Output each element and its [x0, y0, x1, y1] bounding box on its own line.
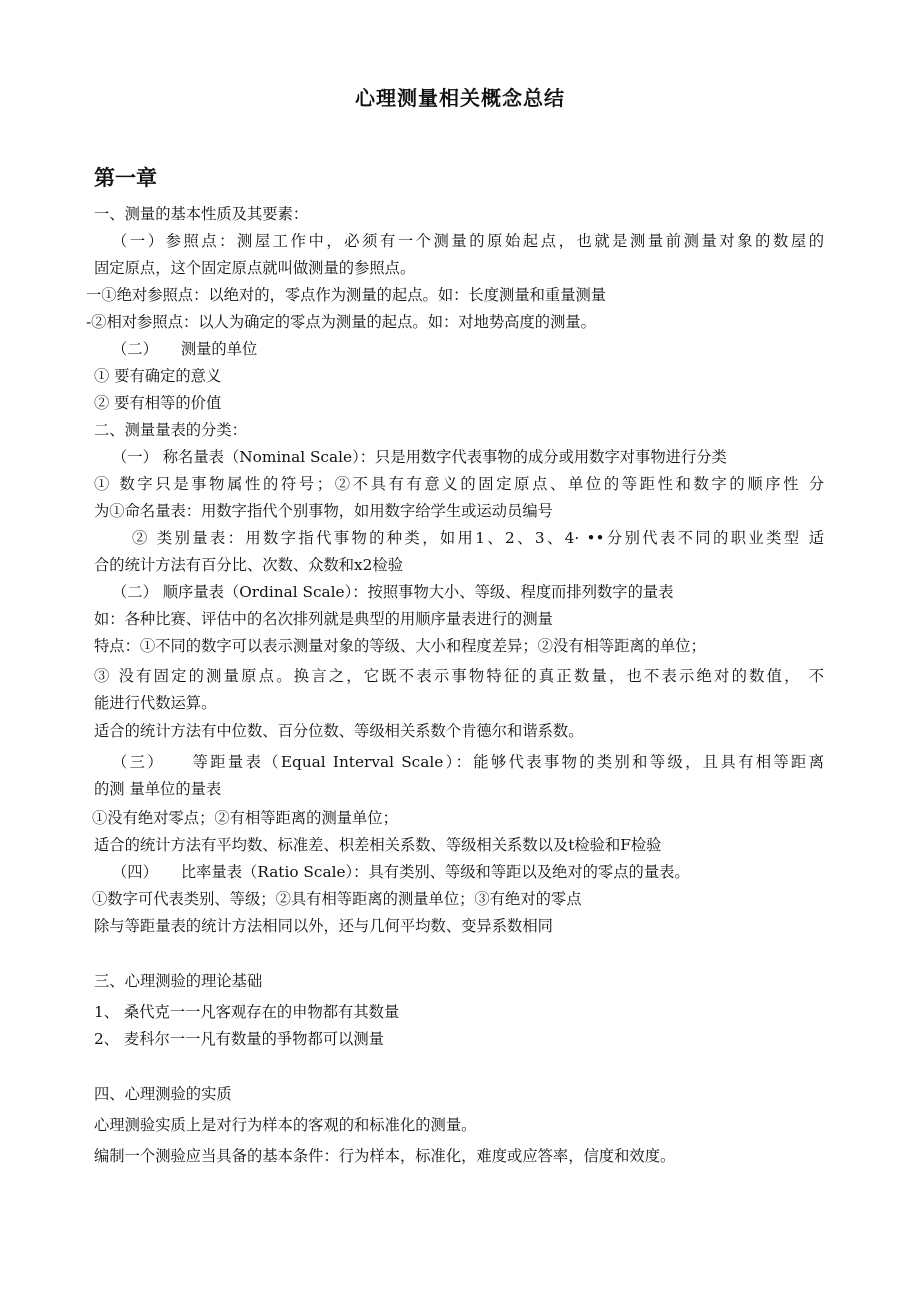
chapter-heading: 第一章: [94, 166, 157, 190]
paragraph-line: ② 类别量表：用数字指代事物的种类，如用1、2、3、4· ••分别代表不同的职业类型 适: [132, 529, 824, 547]
paragraph-line: 固定原点，这个固定原点就叫做测量的参照点。: [94, 259, 416, 277]
paragraph-line: 为①命名量表：用数字指代个别事物，如用数字给学生或运动员编号: [94, 502, 553, 520]
document-title: 心理测量相关概念总结: [355, 86, 565, 110]
paragraph-line: 适合的统计方法有中位数、百分位数、等级相关系数个肯德尔和谐系数。: [94, 722, 584, 740]
subsection-heading: （二） 测量的单位: [112, 340, 258, 358]
paragraph-line: 能进行代数运算。: [94, 694, 217, 712]
paragraph-line: -②相对参照点：以人为确定的零点为测量的起点。如：对地势高度的测量。: [86, 313, 596, 331]
paragraph-line: ①数字可代表类别、等级；②具有相等距离的测量单位；③有绝对的零点: [92, 890, 582, 908]
paragraph-line: ①没有绝对零点；②有相等距离的测量单位；: [92, 809, 398, 827]
paragraph-line: 编制一个测验应当具备的基本条件：行为样本，标准化，难度或应答率，信度和效度。: [94, 1147, 676, 1165]
list-item: ① 要有确定的意义: [94, 367, 222, 385]
paragraph-line: 合的统计方法有百分比、次数、众数和x2检验: [94, 556, 404, 574]
paragraph-line: 除与等距量表的统计方法相同以外，还与几何平均数、变异系数相同: [94, 917, 553, 935]
subsection-heading: （四） 比率量表（Ratio Scale）：具有类别、等级和等距以及绝对的零点的量表。: [112, 863, 690, 881]
paragraph-line: 如：各种比赛、评估中的名次排列就是典型的用顺序量表进行的测量: [94, 610, 553, 628]
section-heading: 一、测量的基本性质及其要素：: [94, 205, 309, 223]
paragraph-line: 的测 量单位的量表: [94, 780, 222, 798]
section-heading: 三、心理测验的理论基础: [94, 972, 263, 990]
subsection-heading: （三） 等距量表（Equal Interval Scale）：能够代表事物的类别和等级，且具有相等距离: [112, 753, 824, 771]
section-heading: 二、测量量表的分类：: [94, 421, 247, 439]
subsection-heading: （一） 称名量表（Nominal Scale）：只是用数字代表事物的成分或用数字对事物进行分类: [112, 448, 727, 466]
paragraph-line: 心理测验实质上是对行为样本的客观的和标准化的测量。: [94, 1116, 477, 1134]
section-heading: 四、心理测验的实质: [94, 1085, 232, 1103]
list-item: 2、 麦科尔一一凡有数量的爭物都可以测量: [94, 1030, 384, 1048]
paragraph-line: ① 数字只是事物属性的符号；②不具有有意义的固定原点、单位的等距性和数字的顺序性 分: [94, 475, 824, 493]
paragraph-line: 适合的统计方法有平均数、标准差、枳差相关系数、等级相关系数以及t检验和F检验: [94, 836, 662, 854]
paragraph-line: 一①绝对参照点：以绝对的，零点作为测量的起点。如：长度测量和重量测量: [86, 286, 607, 304]
list-item: ② 要有相等的价值: [94, 394, 222, 412]
subsection-heading: （二） 顺序量表（Ordinal Scale）：按照事物大小、等级、程度而排列数字的量表: [112, 583, 674, 601]
paragraph-line: （一）参照点：测屋工作中，必须有一个测量的原始起点，也就是测量前测量对象的数屋的: [112, 232, 824, 250]
paragraph-line: ③ 没有固定的测量原点。换言之，它既不表示事物特征的真正数量，也不表示绝对的数值， 不: [94, 667, 824, 685]
list-item: 1、 桑代克一一凡客观存在的申物都有其数量: [94, 1003, 400, 1021]
paragraph-line: 特点：①不同的数字可以表示测量对象的等级、大小和程度差异；②没有相等距离的单位；: [94, 637, 706, 655]
